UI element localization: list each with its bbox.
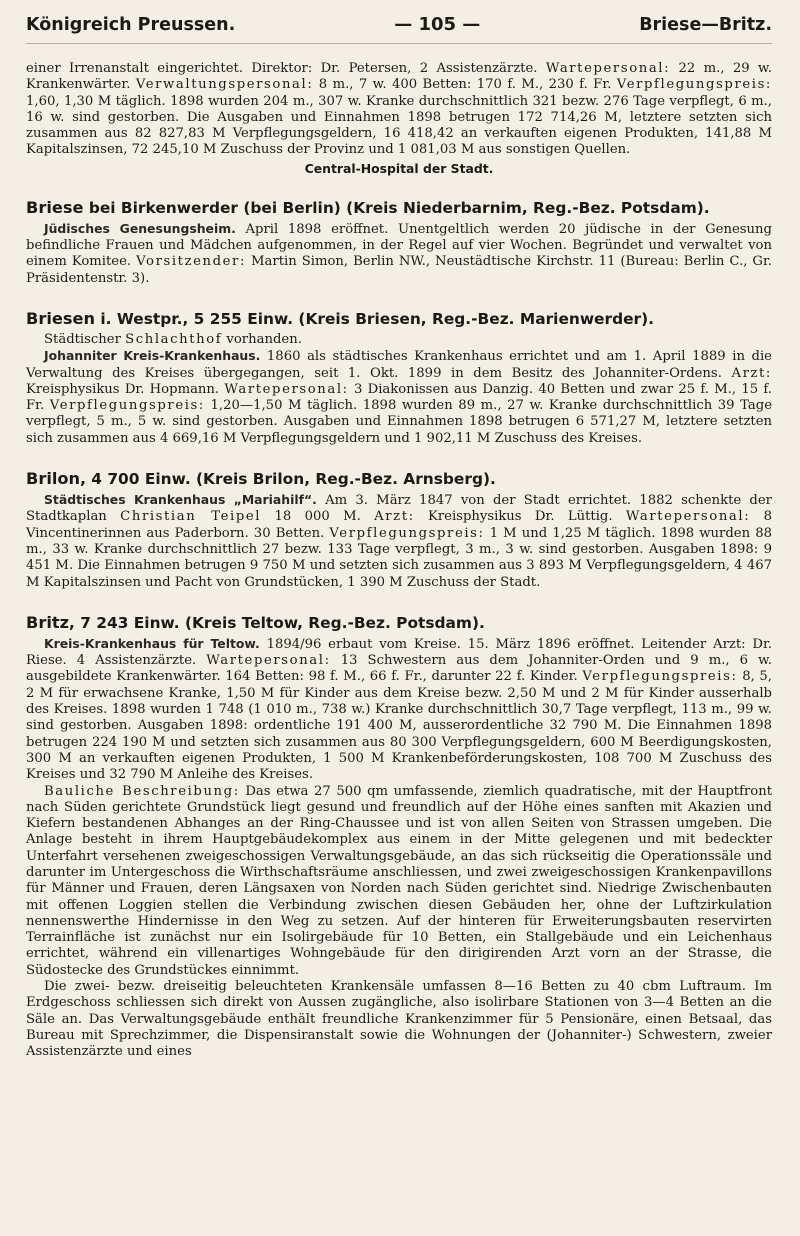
entry-paragraph: Städtisches Krankenhaus „Mariahilf“. Am 3. März 1847 von der Stadt errichtet. 1882 schenkte der Stadtkaplan Christian Teipel 18 000 M. Arzt: Kreisphysikus Dr. Lüttig. Wartepersonal: 8 Vincentinerinnen aus Paderborn. 30 Betten. Verpflegungspreis: 1 M und 1,25 M täglich. 1898 wurden 88 m., 33 w. Kranke durchschnittlich 27 bezw. 133 Tage verpflegt, 3 m., 3 w. sind gestorben. Ausgaben 1898: 9 451 M. Die Einnahmen betrugen 9 750 M und setzten sich zusammen aus 3 893 M Verpflegungsgeldern, 4 467 M Kapitalszinsen und Pacht von Grundstücken, 1 390 M Zuschuss der Stadt. — [26, 492, 772, 590]
entry-paragraph: Johanniter Kreis-Krankenhaus. 1860 als städtisches Krankenhaus errichtet und am 1. April 1889 in die Verwaltung des Kreises übergegangen, seit 1. Okt. 1899 in dem Besitz des Johanniter-Ordens. Arzt: Kreisphysikus Dr. Hopmann. Wartepersonal: 3 Diakonissen aus Danzig. 40 Betten und zwar 25 f. M., 15 f. Fr. Verpflegungspreis: 1,20—1,50 M täglich. 1898 wurden 89 m., 27 w. Kranke durchschnittlich 39 Tage verpflegt, 5 m., 5 w. sind gestorben. Ausgaben und Einnahmen 1898 betrugen 6 571,27 M, letztere setzten sich zusammen aus 4 669,16 M Verpflegungsgeldern und 1 902,11 M Zuschuss des Kreises. — [26, 348, 772, 446]
page-number: — 105 — — [394, 14, 481, 35]
town-heading: Briese bei Birkenwerder (bei Berlin) (Kreis Niederbarnim, Reg.-Bez. Potsdam). — [26, 197, 710, 217]
header-left: Königreich Preussen. — [26, 15, 236, 35]
town-heading: Briesen i. Westpr., 5 255 Einw. (Kreis Briesen, Reg.-Bez. Marienwerder). — [26, 308, 655, 328]
entry-paragraph: Jüdisches Genesungsheim. April 1898 eröffnet. Unentgeltlich werden 20 jüdische in der Genesung befindliche Frauen und Mädchen aufgenommen, in der Regel auf vier Wochen. Begründet und verwaltet von einem Komitee. Vorsitzender: Martin Simon, Berlin NW., Neustädtische Kirchstr. 11 (Bureau: Berlin C., Gr. Präsidentenstr. 3). — [26, 220, 772, 286]
town-heading: Britz, 7 243 Einw. (Kreis Teltow, Reg.-Bez. Potsdam). — [26, 612, 485, 632]
entry-paragraph: Städtischer Schlachthof vorhanden. — [44, 331, 302, 347]
prev-entry-paragraph: einer Irrenanstalt eingerichtet. Direktor: Dr. Petersen, 2 Assistenzärzte. Wartepersonal: 22 m., 29 w. Krankenwärter. Verwaltungspersonal: 8 m., 7 w. 400 Betten: 170 f. M., 230 f. Fr. Verpflegungspreis: 1,60, 1,30 M täglich. 1898 wurden 204 m., 307 w. Kranke durchschnittlich 321 bezw. 276 Tage verpflegt, 6 m., 16 w. sind gestorben. Die Ausgaben und Einnahmen 1898 betrugen 172 714,26 M, letztere setzten sich zusammen aus 82 827,83 M Verpflegungsgeldern, 16 418,42 an verkauften eigenen Produkten, 141,88 M Kapitalszinsen, 72 245,10 M Zuschuss der Provinz und 1 081,03 M aus sonstigen Quellen. — [26, 61, 772, 158]
prev-entry — [26, 61, 772, 176]
entry-britz — [26, 613, 772, 1061]
entry-brilon — [26, 469, 772, 591]
institution-title: Kreis-Krankenhaus für Teltow. — [44, 635, 260, 651]
header-right: Briese—Britz. — [639, 15, 772, 35]
entry-paragraph: Bauliche Beschreibung: Das etwa 27 500 qm umfassende, ziemlich quadratische, mit der Hauptfront nach Süden gerichtete Grundstück liegt gesund und freundlich auf der Höhe eines sanften mit Akazien und Kiefern bestandenen Abhanges an der Ring-Chaussee und ist von allen Seiten von Strassen umgeben. Die Anlage besteht in ihrem Hauptgebäudekomplex aus einem in der Mitte gelegenen und mit bedeckter Unterfahrt versehenen zweigeschossigen Verwaltungsgebäude, an das sich rückseitig die Operationssäle und darunter im Untergeschoss die Wirthschaftsräume anschliessen, und zwei zweigeschossigen Krankenpavillons für Männer und Frauen, deren Längsaxen von Norden nach Süden gerichtet sind. Niedrige Zwischenbauten mit offenen Loggien stellen die Verbindung zwischen diesen Gebäuden her, ohne der Luftzirkulation nennenswerthe Hindernisse in den Weg zu setzen. Auf der hinteren für Erweiterungsbauten reservirten Terrainfläche ist zunächst nur ein Isolirgebäude für 10 Betten, ein Stallgebäude und ein Leichenhaus errichtet, während ein villenartiges Wohngebäude für den dirigirenden Arzt vorn an der Strasse, die Südostecke des Grundstückes einnimmt. — [26, 783, 772, 978]
entry-briesen — [26, 309, 772, 447]
institution-title: Central-Hospital der Stadt. — [304, 160, 494, 176]
town-heading: Brilon, 4 700 Einw. (Kreis Brilon, Reg.-Bez. Arnsberg). — [26, 469, 496, 489]
institution-title: Städtisches Krankenhaus „Mariahilf“. — [44, 492, 317, 508]
entry-paragraph: Kreis-Krankenhaus für Teltow. 1894/96 erbaut vom Kreise. 15. März 1896 eröffnet. Leitender Arzt: Dr. Riese. 4 Assistenzärzte. Wartepersonal: 13 Schwestern aus dem Johanniter-Orden und 9 m., 6 w. ausgebildete Krankenwärter. 164 Betten: 98 f. M., 66 f. Fr., darunter 22 f. Kinder. Verpflegungspreis: 8, 5, 2 M für erwachsene Kranke, 1,50 M für Kinder aus dem Kreise bezw. 2,50 M und 2 M für Kinder ausserhalb des Kreises. 1898 wurden 1 748 (1 010 m., 738 w.) Kranke durchschnittlich 30,7 Tage verpflegt, 113 m., 99 w. sind gestorben. Ausgaben 1898: ordentliche 191 400 M, ausserordentliche 32 790 M. Die Einnahmen 1898 betrugen 224 190 M und setzten sich zusammen aus 80 300 Verpflegungsgeldern, 600 M Beerdigungskosten, 300 M an verkauften eigenen Produkten, 1 500 M Krankenbeförderungskosten, 108 700 M Zuschuss des Kreises und 32 790 M Anleihe des Kreises. — [26, 635, 772, 783]
running-head — [26, 14, 772, 44]
entry-briese — [26, 198, 772, 287]
institution-title: Jüdisches Genesungsheim. — [44, 220, 236, 236]
institution-title: Johanniter Kreis-Krankenhaus. — [44, 348, 261, 364]
entry-paragraph: Die zwei- bezw. dreiseitig beleuchteten Krankensäle umfassen 8—16 Betten zu 40 cbm Luftraum. Im Erdgeschoss schliessen sich direkt von Aussen zugängliche, also isolirbare Stationen von 3—4 Betten an die Säle an. Das Verwaltungsgebäude enthält freundliche Krankenzimmer für 5 Pensionäre, einen Betsaal, das Bureau mit Sprechzimmer, die Dispensiranstalt sowie die Wohnungen der (Johanniter-) Schwestern, zweier Assistenzärzte und eines — [26, 979, 772, 1060]
